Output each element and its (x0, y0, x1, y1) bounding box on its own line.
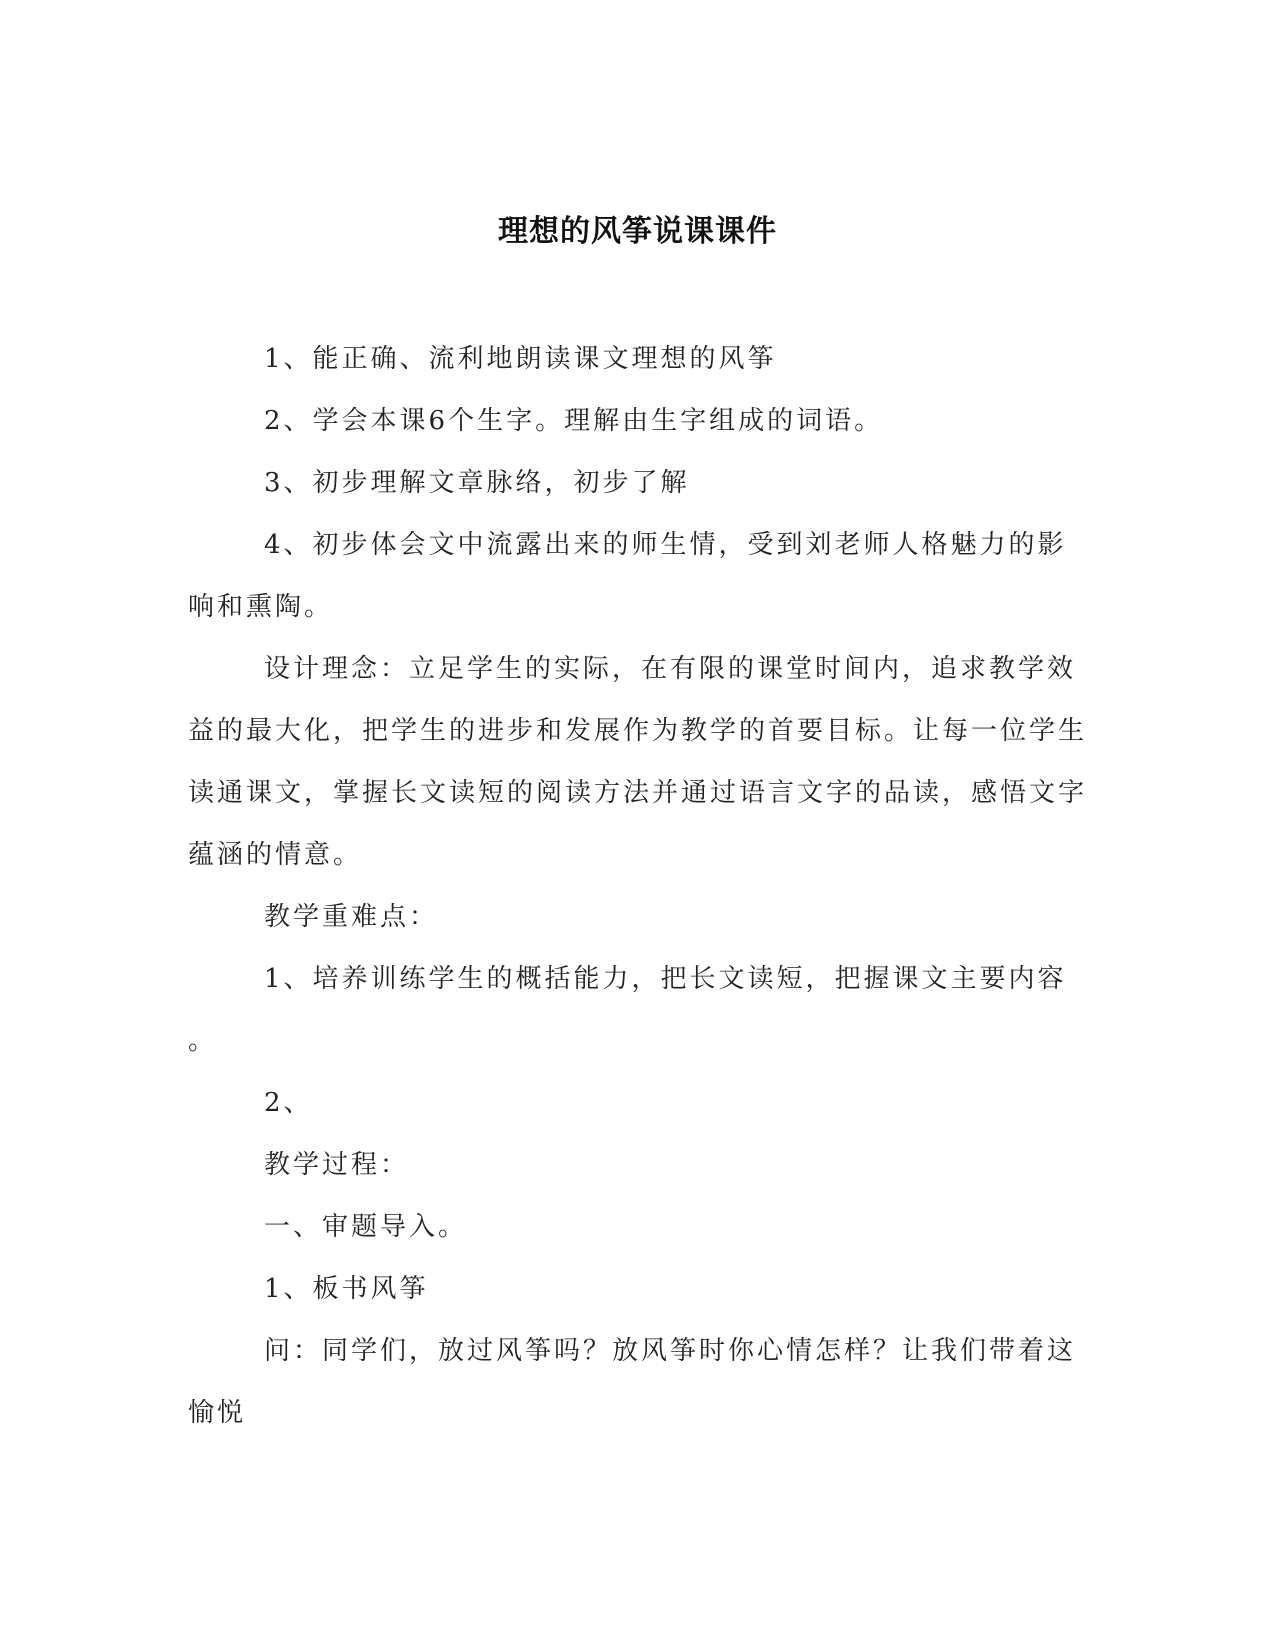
document-body (188, 328, 1088, 1444)
key-points-heading: 教学重难点： (264, 902, 439, 932)
stray-period-line: 。 (188, 1026, 218, 1056)
document-title: 理想的风筝说课课件 (498, 214, 777, 249)
section-1-heading: 一、审题导入。 (264, 1212, 468, 1242)
design-concept-paragraph: 设计理念：立足学生的实际，在有限的课堂时间内，追求教学效益的最大化，把学生的进步和发展作为教学的首要目标。让每一位学生读通课文，掌握长文读短的阅读方法并通过语言文字的品读，感悟文字蕴涵的情意。 (188, 654, 1088, 870)
step-1-paragraph: 1、板书风筝 (264, 1274, 429, 1304)
teaching-process-heading: 教学过程： (264, 1150, 410, 1180)
objective-1-paragraph: 1、能正确、流利地朗读课文理想的风筝 (264, 344, 777, 374)
key-point-2-paragraph: 2、 (264, 1088, 313, 1118)
question-paragraph: 问：同学们，放过风筝吗？放风筝时你心情怎样？让我们带着这愉悦 (188, 1336, 1077, 1428)
objective-3-paragraph: 3、初步理解文章脉络，初步了解 (264, 468, 690, 498)
key-point-1-paragraph: 1、培养训练学生的概括能力，把长文读短，把握课文主要内容 (264, 964, 1067, 994)
objective-4-paragraph: 4、初步体会文中流露出来的师生情，受到刘老师人格魅力的影响和熏陶。 (188, 530, 1067, 622)
objective-2-paragraph: 2、学会本课6个生字。理解由生字组成的词语。 (264, 406, 884, 436)
